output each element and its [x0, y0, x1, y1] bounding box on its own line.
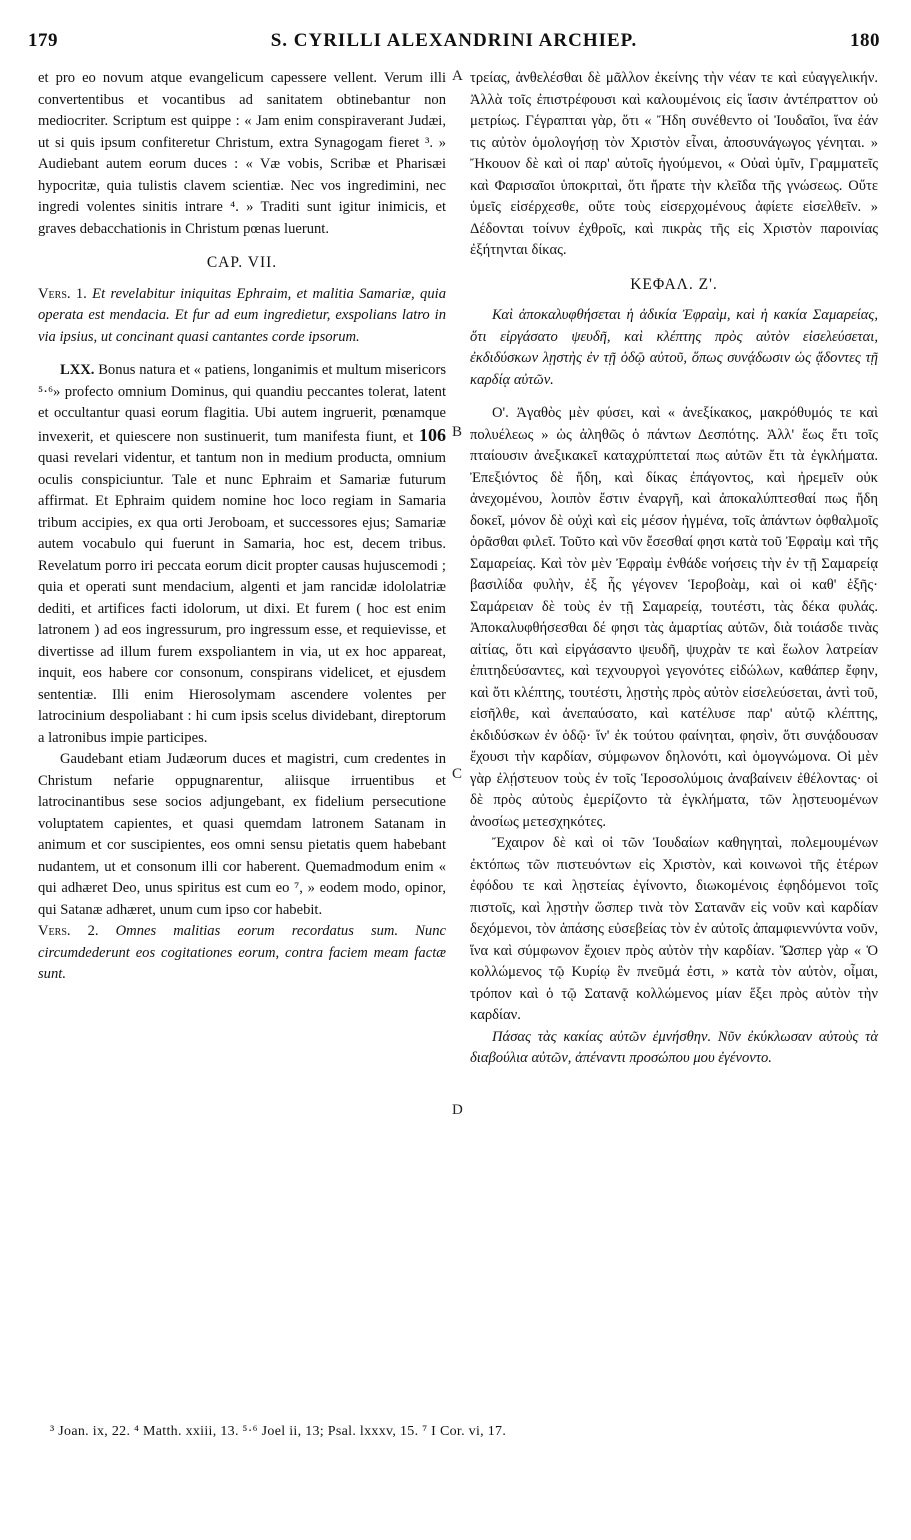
latin-paragraph-1: et pro eo novum atque evangelicum capessere vellent. Verum illi convertentibus et vocantibus ad sanitatem obtinebantur non mediocriter. Scriptum est quippe : « Jam enim conspiraverant Judæi, ut si quis ipsum confiteretur Christum, extra Synagogam fieret ³. » Audiebant autem eorum duces : « Væ vobis, Scribæ et Pharisæi hypocritæ, quia tulistis clavem scientiæ. Nec vos ingredimini, nec ingredi volentes sinitis intrare ⁴. » Traditi sunt igitur inimicis, et graves debacchationis in Christum pœnas luerunt. [38, 70, 446, 237]
running-title: S. CYRILLI ALEXANDRINI ARCHIEP. [270, 30, 638, 51]
latin-lxx-label: LXX. [60, 362, 95, 378]
greek-paragraph-3: Ἔχαιρον δὲ καὶ οἱ τῶν Ἰουδαίων καθηγηταὶ, πολεμουμένων ἐκτόπως τῶν πιστευόντων εἰς Χριστὸν, καὶ κοινωνοὶ τῆς ἑτέρων ἐφόδου τε καὶ λῃστείας ἐγίνοντο, διωκομένοις ἐφηδόμενοι τοῖς πιστοῖς, καὶ λῃστὴν ὥσπερ τινὰ τὸν Σατανᾶν εἰς νοῦν καὶ καρδίαν δεχόμενοι, τὸν ἁπάσης εὐσεβείας τὸν ἐν αὐτοῖς ἀπαμφιεννύντα νοῦν, ἵνα καὶ σύμφωνον ἔχοιεν πρὸς αὐτὸν τὴν καρδίαν. Ὥσπερ γὰρ « Ὁ κολλώμενος τῷ Κυρίῳ ἓν πνεῦμά ἐστι, » κατὰ τὸν αὐτὸν, οἶμαι, τρόπον καὶ ὁ τῷ Σατανᾷ κολλώμενος μίαν ἕξει πρὸς αὐτὸν τὴν καρδίαν. [470, 835, 878, 1023]
latin-column [38, 68, 446, 986]
margin-letter-d: D [452, 1102, 463, 1118]
footnotes: ³ Joan. ix, 22. ⁴ Matth. xxiii, 13. ⁵·⁶ Joel ii, 13; Psal. lxxxv, 15. ⁷ I Cor. vi, 17. [50, 1424, 507, 1439]
page-number-left: 179 [28, 30, 58, 51]
margin-letter-b: B [452, 424, 463, 440]
latin-verse-1-text: Et revelabitur iniquitas Ephraim, et malitia Samariæ, quia operata est mendacia. Et fur ad eum ingredietur, exspolians latro in via ipsius, ut concinant quasi cantantes corde ipsorum. [38, 285, 446, 345]
latin-verse-2-label: Vers. 2. [38, 923, 99, 939]
greek-verse-2: Πάσας τὰς κακίας αὐτῶν ἐμνήσθην. Νῦν ἐκύκλωσαν αὐτοὺς τὰ διαβούλια αὐτῶν, ἀπέναντι προσώπου μου ἐγένοντο. [470, 1028, 878, 1066]
latin-verse-2-text: Omnes malitias eorum recordatus sum. Nunc circumdederunt eos cogitationes eorum, contra faciem meam factæ sunt. [38, 923, 446, 982]
greek-commentary-text: Ἀγαθὸς μὲν φύσει, καὶ « ἀνεξίκακος, μακρόθυμός τε καὶ πολυέλεως » ὡς ἀληθῶς ὁ πάντων Δεσπότης. Ἀλλ' ἕως ἔτι τοῖς πταίουσιν ἀνεξικακεῖ καταχρύπτεταί πως αὐτῶν ἔτι τὰ ἐγκλήματα. Ἐπεξιόντος δὲ ἤδη, καὶ δίκας ἐπάγοντος, καὶ ἠρεμεῖν οὐκ ἀνεχομένου, λοιπὸν ἔστιν ἐναργῆ, καὶ ἀποκαλύπτεσθαί πως ἤδη δοκεῖ, μόνον δὲ οὐχὶ καὶ εἰς μέσον ἠγμένα, τοῖς ἁπάντων ὀφθαλμοῖς ὁρᾶσθαι φιλεῖ. Τοῦτο καὶ νῦν ἔσεσθαί φησι κατὰ τοῦ Ἐφραὶμ καὶ τῆς Σαμαρείας. Καὶ τὸν μὲν Ἐφραὶμ ἐνθάδε νοήσεις τὴν ἐν τῇ Σαμαρείᾳ βασιλίδα φυλὴν, ἐξ ἧς γέγονεν Ἱεροβοὰμ, καὶ οἱ καθ' ἑξῆς· Σαμάρειαν δὲ τοὺς ἐν τῇ Σαμαρείᾳ, τουτέστι, τὰς δέκα φυλάς. Ἀποκαλυφθήσεσθαι δέ φησι τὰς ἁμαρτίας αὐτῶν, διὰ τοιάσδε τινὰς αἰτίας, ὅτι καὶ εἰργάσαντο ψευδῆ, ψυχρὰν τε καὶ ἕωλον λατρείαν ἐπιτηδεύσαντες, καὶ τεχνουργοὶ γεγονότες εἰδώλων, καθάπερ ἔφην, καὶ ὅτι κλέπτης, τουτέστι, λῃστὴς πρὸς αὐτὸν εἰσελεύσεται, ἀντὶ τοῦ, εἰσῆλθε, καὶ ἀνεπαύσατο, καὶ κατέλυσε παρ' αὐτῷ κλέπτης, ἐκδιδύσκων ἐν ὁδῷ· ἵν' ἐκ τούτου φαίνηται, φησὶν, ὅτι συνᾴδουσαν ἔχουσι τὴν καρδίαν, σύμφωνον δηλονότι, καὶ ὁμογνώμονα. Οἱ μὲν γὰρ ἐλῄστευον τοὺς ἐν τοῖς Ἱεροσολύμοις ἀναβαίνειν ἐθέλοντας· οἱ δὲ πρὸς αὐτοὺς ἐμερίζοντο τὰ ἐγκλήματα, τῶν λῃστευομένων ἀνοσίως μετεσχηκότες. [470, 405, 878, 830]
greek-verse-1: Καὶ ἀποκαλυφθήσεται ἡ ἀδικία Ἐφραὶμ, καὶ ἡ κακία Σαμαρείας, ὅτι εἰργάσατο ψευδῆ, καὶ κλέπτης πρὸς αὐτὸν εἰσελεύσεται, ἐκδιδύσκων λῃστὴς ἐν τῇ ὁδῷ αὐτοῦ, ὅπως συνᾴδωσιν ὡς ᾄδοντες τῇ καρδίᾳ αὐτῶν. [470, 307, 878, 388]
latin-verse-1-label: Vers. 1. [38, 285, 87, 302]
latin-verse-1 [38, 284, 446, 349]
greek-commentary [470, 403, 878, 833]
latin-commentary-part-b: quasi revelari videntur, et tantum non in medium producta, omnium oculis conspiciuntur. Tale et nunc Ephraim et Samariæ futurum affirmat. Et Ephraim quidem nomine hoc loco regiam in Samaria tribum accipies, ex qua orti Jeroboam, et successores ejus; Samariæ autem vocabulo qui fuerunt in Samaria, hoc est, decem tribus. Revelatum porro iri peccata eorum dicit propter causas hujuscemodi ; quia et operati sunt mendacium, algenti et jam rancidæ idololatriæ dediti, et artifices facti idolorum, ut dixi. Et furem ( hoc est enim latronem ) ad eos ingressurum, pro ingressum esse, et requievisse, et divertisse ad illum furem exspoliantem in via, ut ex hoc appareat, inquit, eos habere cor consonum, conspirans videlicet, et ejusdem sententiæ. Illi enim Hierosolymam ascendere volentes per latrocinium despoliabant : hi cum ipsis scelus dividebant, direptorum a latronibus impie participes. [38, 450, 446, 746]
running-header [28, 30, 880, 58]
latin-verse-2 [38, 921, 446, 986]
page-number-right: 180 [849, 30, 880, 51]
margin-letter-c: C [452, 766, 463, 782]
greek-paragraph-1: τρείας, ἀνθελέσθαι δὲ μᾶλλον ἐκείνης τὴν νέαν τε καὶ εὐαγγελικήν. Ἀλλὰ τοῖς ἐπιστρέφουσι καὶ καλουμένοις εἰς ἴασιν ἀντέπραττον οὐ μετρίως. Γέγραπται γὰρ, ὅτι « Ἤδη συνέθεντο οἱ Ἰουδαῖοι, ἵνα ἐάν τις αὐτὸν ὁμολογήσῃ τὸν Χριστὸν εἶναι, ἀποσυνάγωγος γένηται. » Ἤκουον δὲ καὶ οἱ παρ' αὐτοῖς ἡγούμενοι, « Οὐαὶ ὑμῖν, Γραμματεῖς καὶ Φαρισαῖοι ὑποκριταὶ, ὅτι ἤρατε τὴν κλεῖδα τῆς γνώσεως. Οὔτε ὑμεῖς εἰσέρχεσθε, οὔτε τοὺς εἰσερχομένους ἀφίετε εἰσελθεῖν. » Δέδονται τοίνυν ἐχθροῖς, καὶ πικρὰς τῆς εἰς Χριστὸν παροινίας ἐξήτηνται δίκας. [470, 70, 878, 258]
greek-lxx-label: Ο'. [492, 405, 509, 421]
latin-chapter-heading: CAP. VII. [206, 254, 278, 271]
latin-paragraph-3: Gaudebant etiam Judæorum duces et magistri, cum credentes in Christum nefarie oppugnarentur, aliisque irruentibus et latrocinantibus sese socios adjungebant, ex fidelium persecutione voluptatem capientes, et quasi quemdam latronem Satanam in animum et cor suscipientes, eos omni sensu pietatis quem habebant nudantem, ut et consonum illi cor haberent. Quemadmodum enim « qui adhæret Deo, unus spiritus est cum eo ⁷, » eodem modo, opinor, qui Satanæ adhæret, unum cum ipso cor habebit. [38, 751, 446, 918]
column-number: 106 [419, 424, 447, 445]
greek-column [470, 68, 878, 1070]
latin-commentary [38, 360, 446, 749]
margin-letter-a: A [452, 68, 463, 84]
greek-chapter-heading: ΚΕΦΑΛ. Ζ'. [630, 275, 718, 293]
latin-commentary-part-a: Bonus natura et « patiens, longanimis et multum misericors ⁵·⁶» profecto omnium Dominus, qui quandiu peccantes tolerat, latent et occultantur quasi eorum flagitia. Ubi autem ingruerit, pœnamque invexerit, et quiescere non sustinuerit, tum manifesta fiunt, et [38, 362, 447, 445]
